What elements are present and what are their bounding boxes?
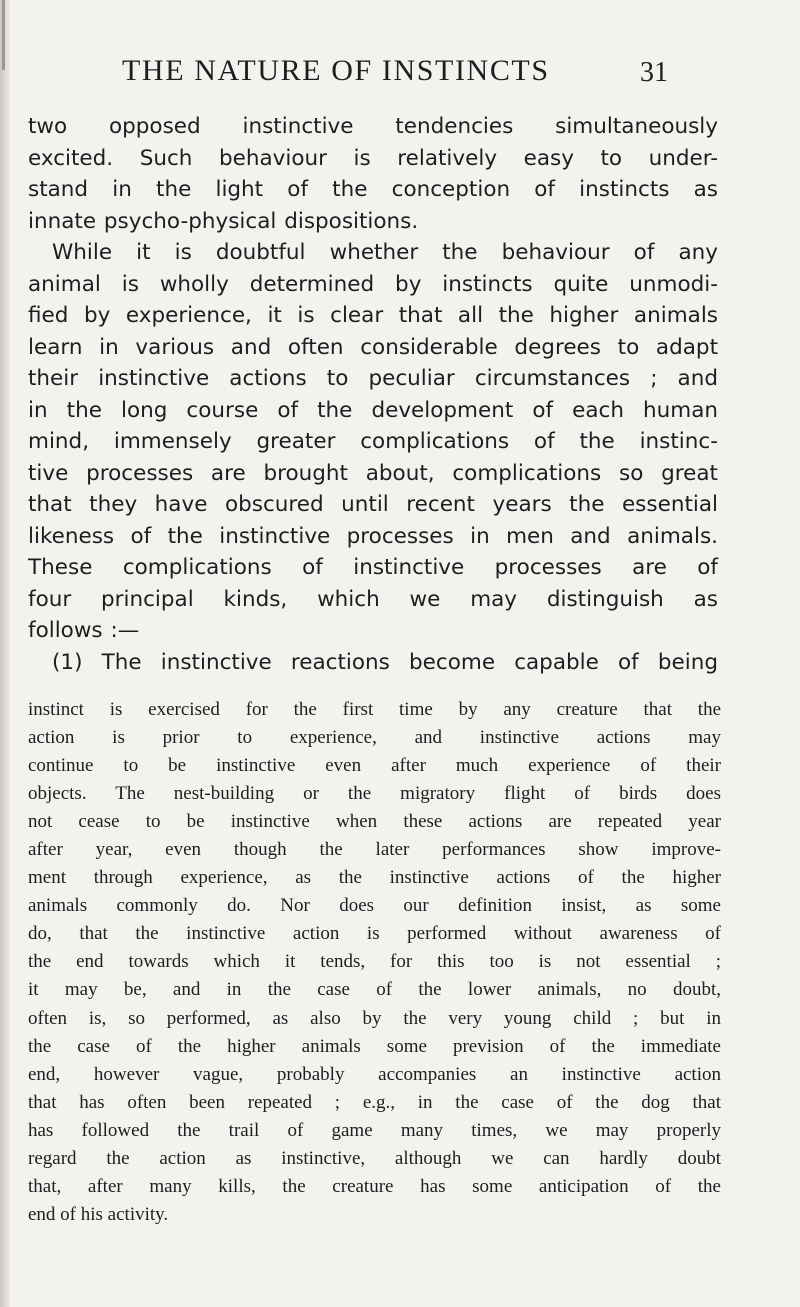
- footnote-line: the end towards which it tends, for this too is not essential ;: [28, 951, 721, 973]
- body-text: [28, 111, 718, 678]
- footnote-line: has followed the trail of game many times, we may properly: [28, 1119, 721, 1141]
- footnote-line: objects. The nest-building or the migratory flight of birds does: [28, 783, 721, 805]
- page-gutter: [0, 0, 10, 1307]
- body-line: tive processes are brought about, complications so great: [28, 460, 718, 486]
- body-line: excited. Such behaviour is relatively easy to under-: [28, 145, 718, 171]
- page-number: 31: [640, 57, 668, 88]
- footnote-line: animals commonly do. Nor does our definition insist, as some: [28, 895, 721, 917]
- body-line: likeness of the instinctive processes in men and animals.: [28, 523, 718, 549]
- footnote: [28, 696, 721, 1229]
- body-line: mind, immensely greater complications of the instinc-: [28, 429, 718, 454]
- body-line: two opposed instinctive tendencies simultaneously: [28, 114, 718, 139]
- footnote-line: it may be, and in the case of the lower animals, no doubt,: [28, 979, 721, 1001]
- body-line: their instinctive actions to peculiar circumstances ; and: [28, 366, 718, 391]
- body-line: animal is wholly determined by instincts quite unmodi-: [28, 271, 718, 297]
- footnote-line: not cease to be instinctive when these actions are repeated year: [28, 811, 721, 833]
- footnote-line: often is, so performed, as also by the very young child ; but in: [28, 1007, 721, 1029]
- footnote-line: regard the action as instinctive, although we can hardly doubt: [28, 1147, 721, 1169]
- body-line: follows :—: [28, 618, 140, 643]
- body-line: fied by experience, it is clear that all the higher animals: [28, 303, 718, 328]
- page-title: THE NATURE OF INSTINCTS: [122, 54, 550, 87]
- body-line: These complications of instinctive processes are of: [28, 555, 718, 580]
- footnote-line: action is prior to experience, and instinctive actions may: [28, 727, 721, 749]
- body-line: in the long course of the development of each human: [28, 397, 718, 423]
- body-line: (1) The instinctive reactions become capable of being: [52, 649, 718, 675]
- body-line: innate psycho-physical dispositions.: [28, 208, 419, 234]
- running-head: [0, 53, 800, 103]
- footnote-line: after year, even though the later performances show improve-: [28, 839, 721, 861]
- body-line: learn in various and often considerable degrees to adapt: [28, 334, 718, 360]
- footnote-line: instinct is exercised for the first time by any creature that the: [28, 699, 721, 720]
- footnote-line: end, however vague, probably accompanies an instinctive action: [28, 1063, 721, 1085]
- footnote-line: the case of the higher animals some prevision of the immediate: [28, 1035, 721, 1057]
- body-line: four principal kinds, which we may distinguish as: [28, 586, 718, 612]
- footnote-line: that, after many kills, the creature has some anticipation of the: [28, 1175, 721, 1197]
- footnote-line: continue to be instinctive even after much experience of their: [28, 755, 721, 777]
- body-line: stand in the light of the conception of instincts as: [28, 177, 718, 202]
- body-line: that they have obscured until recent years the essential: [28, 492, 718, 517]
- body-line: While it is doubtful whether the behaviour of any: [52, 240, 718, 265]
- footnote-line: end of his activity.: [28, 1203, 169, 1225]
- footnote-line: ment through experience, as the instinctive actions of the higher: [28, 867, 721, 889]
- footnote-line: that has often been repeated ; e.g., in the case of the dog that: [28, 1091, 721, 1113]
- footnote-line: do, that the instinctive action is performed without awareness of: [28, 923, 721, 945]
